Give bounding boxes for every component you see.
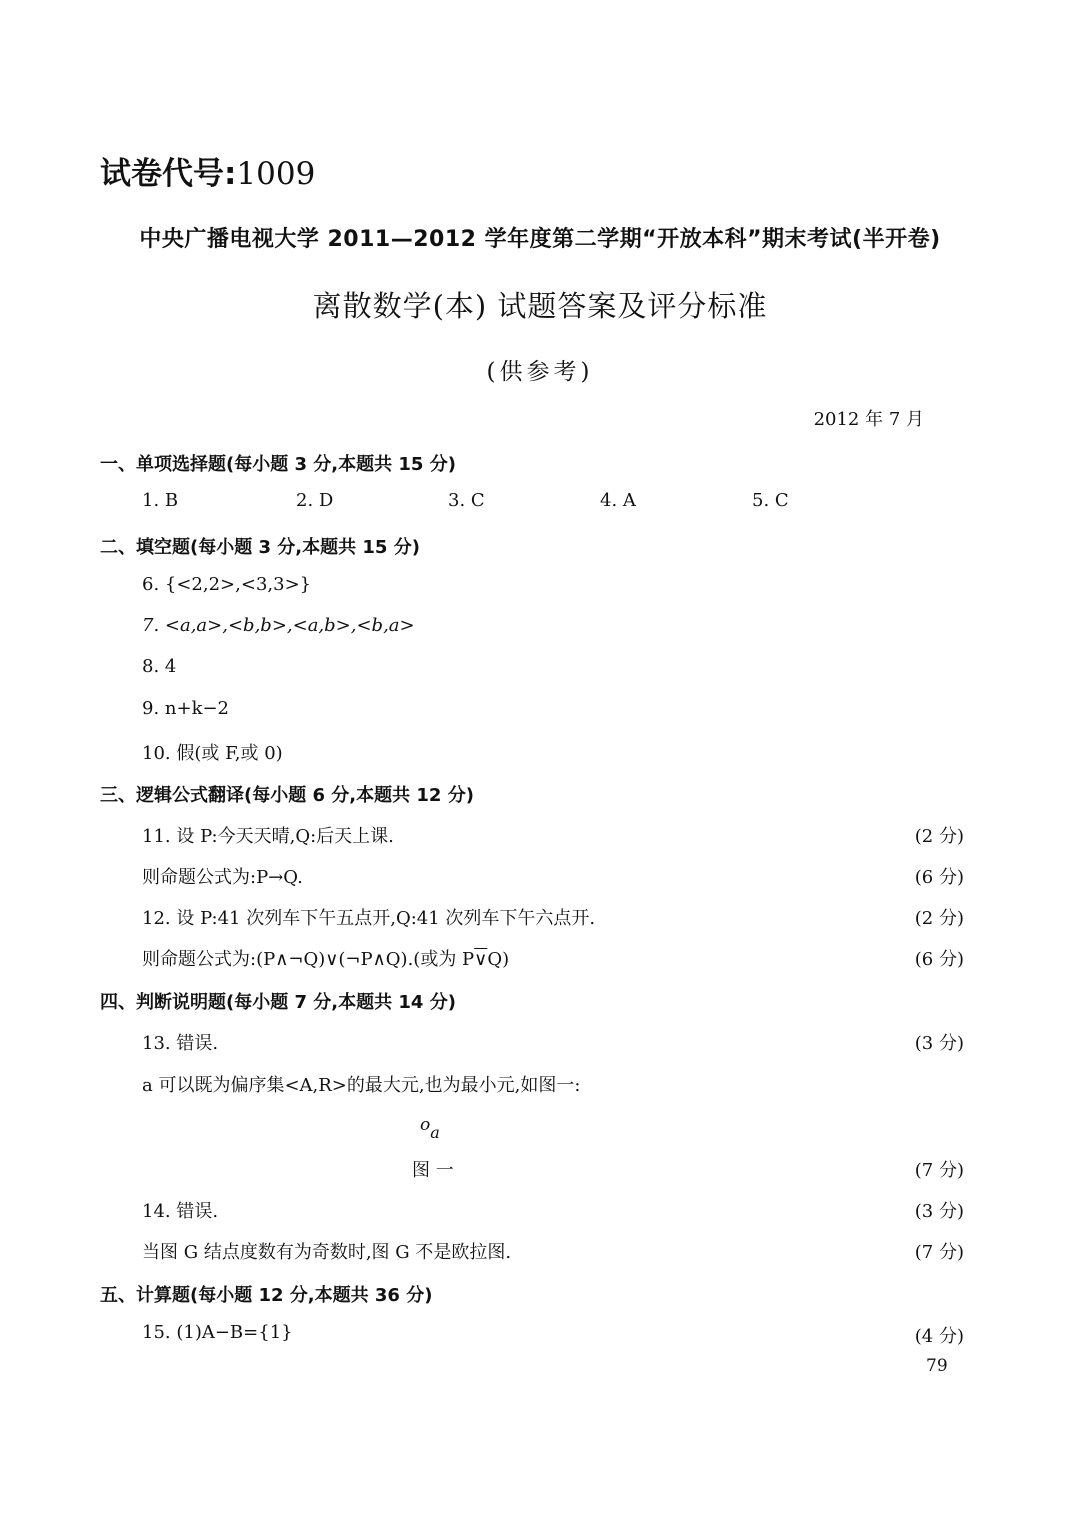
node-circle: o [420,1115,431,1135]
figure-node [420,1115,440,1142]
score-mark: (2 分) [914,826,964,847]
score-mark: (3 分) [914,1033,964,1054]
formula-text: Q) [487,949,510,970]
fill-answer-10: 10. 假(或 F,或 0) [142,743,283,764]
fill-answer-8: 8. 4 [142,656,177,677]
paper-code-label: 试卷代号: [100,156,237,192]
reference-note: (供参考) [486,359,594,385]
paper-code-number: 1009 [236,156,316,192]
logic-12-formula [142,945,509,971]
section-heading-1: 一、单项选择题(每小题 3 分,本题共 15 分) [100,454,456,475]
choice-answer: 3. C [448,490,485,511]
judge-13-explanation: a 可以既为偏序集<A,R>的最大元,也为最小元,如图一: [142,1075,581,1096]
choice-answer: 4. A [600,490,636,511]
paper-code [100,148,315,193]
judge-14-explanation: 当图 G 结点度数有为奇数时,图 G 不是欧拉图. [142,1242,512,1263]
logic-12-definition: 12. 设 P:41 次列车下午五点开,Q:41 次列车下午六点开. [142,908,596,929]
section-heading-3: 三、逻辑公式翻译(每小题 6 分,本题共 12 分) [100,785,474,806]
judge-13-verdict: 13. 错误. [142,1033,219,1054]
node-label: a [430,1123,440,1142]
score-mark: (4 分) [914,1326,964,1347]
fill-answer-7: 7. <a,a>,<b,b>,<a,b>,<b,a> [142,615,415,636]
section-heading-2: 二、填空题(每小题 3 分,本题共 15 分) [100,537,420,558]
page-title: 离散数学(本) 试题答案及评分标准 [312,289,768,323]
xor-symbol: ∨ [474,949,488,970]
score-mark: (6 分) [914,867,964,888]
logic-11-formula: 则命题公式为:P→Q. [142,867,303,888]
figure-caption: 图 一 [412,1160,454,1181]
choice-answer: 2. D [296,490,334,511]
formula-text: 则命题公式为:(P∧¬Q)∨(¬P∧Q).(或为 P [142,949,475,970]
page-number: 79 [926,1356,948,1376]
fill-answer-6: 6. {<2,2>,<3,3>} [142,574,312,595]
section-heading-4: 四、判断说明题(每小题 7 分,本题共 14 分) [100,992,456,1013]
exam-header: 中央广播电视大学 2011—2012 学年度第二学期“开放本科”期末考试(半开卷) [139,227,941,252]
score-mark: (3 分) [914,1201,964,1222]
choice-answer: 5. C [752,490,789,511]
score-mark: (7 分) [914,1242,964,1263]
judge-14-verdict: 14. 错误. [142,1201,219,1222]
score-mark: (6 分) [914,949,964,970]
score-mark: (7 分) [914,1160,964,1181]
calc-15-part1: 15. (1)A−B={1} [142,1322,293,1343]
choice-answer: 1. B [142,490,179,511]
logic-11-definition: 11. 设 P:今天天晴,Q:后天上课. [142,826,394,847]
fill-answer-9: 9. n+k−2 [142,698,230,719]
section-heading-5: 五、计算题(每小题 12 分,本题共 36 分) [100,1285,433,1306]
score-mark: (2 分) [914,908,964,929]
exam-date: 2012 年 7 月 [813,409,924,430]
